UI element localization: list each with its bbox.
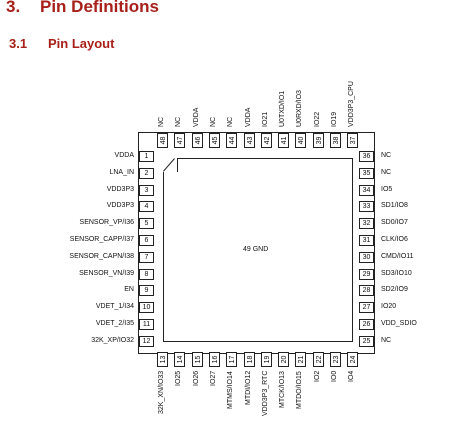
pin-label-16: IO27 [209,370,217,386]
pin-label-40: U0RXD/IO3 [296,90,304,127]
pin-number-4: 4 [139,201,154,212]
pin-label-28: SD2/IO9 [381,286,408,294]
pin-number-23 [330,352,341,367]
pin-number-22 [313,352,324,367]
pin-number-15 [192,352,203,367]
pin-number-2: 2 [139,168,154,179]
pin-label-31: CLK/IO6 [381,236,408,243]
pin-number-44 [226,133,237,148]
pin-number-40 [295,133,306,148]
pin-label-37: VDD3P3_CPU [348,81,356,127]
pin-label-13: 32K_XN/IO33 [158,370,165,414]
pin-number-text-48: 48 [160,136,167,145]
pin-number-text-22: 22 [315,355,323,364]
pin-label-24: IO4 [348,370,356,382]
pin-number-42 [261,133,272,148]
pin-label-23: IO0 [331,370,338,382]
pin-label-9: EN [124,286,134,294]
pin-label-26: VDD_SDIO [381,320,417,327]
pin-label-32: SD0/IO7 [381,219,408,227]
pin-label-41: U0TXD/IO1 [279,90,287,127]
pin-number-text-47: 47 [177,136,185,145]
pin-label-25: NC [381,336,392,344]
pin-number-text-16: 16 [211,355,219,364]
pin-number-text-44: 44 [229,136,237,145]
pin-label-45: NC [209,116,217,127]
pin-number-text-14: 14 [177,355,185,364]
pin-number-13 [157,352,168,367]
subsection-number: 3.1 [9,36,28,51]
pin-number-3: 3 [139,185,154,196]
pin-number-10: 10 [139,302,154,313]
pin-label-42: IO21 [261,111,269,127]
pin-label-20: MTCK/IO13 [279,371,287,408]
pin-label-11: VDET_2/I35 [95,320,134,327]
pin-number-24 [347,352,358,367]
pin-label-19: VDD3P3_RTC [261,370,269,416]
pin-number-text-39: 39 [315,136,323,145]
pin-label-30: CMD/IO11 [381,252,414,260]
pin-label-36: NC [381,152,392,159]
pin-label-48: NC [158,116,165,127]
pin-label-10: VDET_1/I34 [95,303,134,311]
pin-label-3: VDD3P3 [106,185,134,193]
pin-number-30: 30 [359,252,374,263]
pin-number-38 [330,133,341,148]
pin-label-35: NC [381,168,392,176]
pin-number-9: 9 [139,285,154,296]
pin-label-6: SENSOR_CAPP/I37 [69,236,134,243]
pin-number-1: 1 [139,151,154,162]
pin-label-22: IO2 [313,370,321,382]
pin-number-41 [278,133,289,148]
pin-number-18 [244,352,255,367]
pin-label-18: MTDI/IO12 [244,370,252,405]
pin-label-4: VDD3P3 [106,202,134,210]
pin-number-26: 26 [359,319,374,330]
pin-number-20 [278,352,289,367]
ground-pad-label: 49 GND [243,246,269,253]
pin-number-12: 12 [139,336,154,347]
pin-label-2: LNA_IN [109,168,134,176]
pin-label-27: IO20 [381,303,397,311]
pin-number-47 [174,133,185,148]
pin-number-7: 7 [139,252,154,263]
pin-number-text-37: 37 [350,136,358,145]
pin-number-text-24: 24 [350,355,358,364]
pin-number-text-20: 20 [281,355,289,364]
pin-label-46: VDDA [192,107,200,127]
pin-label-21: MTDO/IO15 [296,371,304,409]
pin-number-28: 28 [359,285,374,296]
pin-label-38: IO19 [331,111,338,127]
pin-label-14: IO25 [175,370,183,386]
pin-number-36: 36 [359,151,374,162]
pin-number-34: 34 [359,185,374,196]
pin-number-27: 27 [359,302,374,313]
pin-number-11: 11 [139,319,154,330]
pin-number-21 [295,352,306,367]
pin-number-text-15: 15 [194,355,202,364]
pin-label-12: 32K_XP/IO32 [91,336,134,344]
pin-number-35: 35 [359,168,374,179]
pin-label-39: IO22 [313,111,321,127]
pin-number-text-45: 45 [211,136,219,145]
pin-number-45 [209,133,220,148]
pin-label-44: NC [227,116,235,127]
pin-number-29: 29 [359,269,374,280]
pin-number-text-21: 21 [298,355,306,364]
pin-number-text-18: 18 [246,355,254,364]
pin-number-text-40: 40 [298,136,306,145]
pin-number-31: 31 [359,235,374,246]
pin-number-5: 5 [139,218,154,229]
pin-number-text-41: 41 [281,136,289,145]
pin-number-text-38: 38 [333,136,340,145]
pin-number-32: 32 [359,218,374,229]
pin-number-17 [226,352,237,367]
pin-number-text-13: 13 [160,355,167,364]
pin-number-25: 25 [359,336,374,347]
section-number: 3. [6,0,21,16]
pin-label-15: IO26 [192,370,200,386]
pin-label-34: IO5 [381,185,393,193]
pin-number-text-46: 46 [194,136,202,145]
pin-number-6: 6 [139,235,154,246]
pin-label-7: SENSOR_CAPN/I38 [69,252,134,260]
pin-label-8: SENSOR_VN/I39 [79,269,134,277]
pin-number-33: 33 [359,201,374,212]
subsection-title: Pin Layout [48,36,115,51]
pin-label-1: VDDA [114,152,134,159]
pin-number-16 [209,352,220,367]
pin-number-43 [244,133,255,148]
pin-number-text-19: 19 [263,355,271,364]
pin-number-37 [347,133,358,148]
section-title: Pin Definitions [40,0,159,16]
pin-label-33: SD1/IO8 [381,202,408,210]
pin-number-text-17: 17 [229,355,237,364]
pin-label-5: SENSOR_VP/I36 [79,219,134,227]
pin-label-17: MTMS/IO14 [227,371,235,409]
pin-label-29: SD3/IO10 [381,269,412,277]
pin-number-48 [157,133,168,148]
pin-label-47: NC [175,116,183,127]
pin-number-19 [261,352,272,367]
pin-number-text-42: 42 [263,136,271,145]
pin-number-8: 8 [139,269,154,280]
pin-label-43: VDDA [244,107,252,127]
pin-number-text-23: 23 [333,355,340,364]
pin-number-text-43: 43 [246,136,254,145]
pin-number-14 [174,352,185,367]
pin-number-46 [192,133,203,148]
pin-number-39 [313,133,324,148]
